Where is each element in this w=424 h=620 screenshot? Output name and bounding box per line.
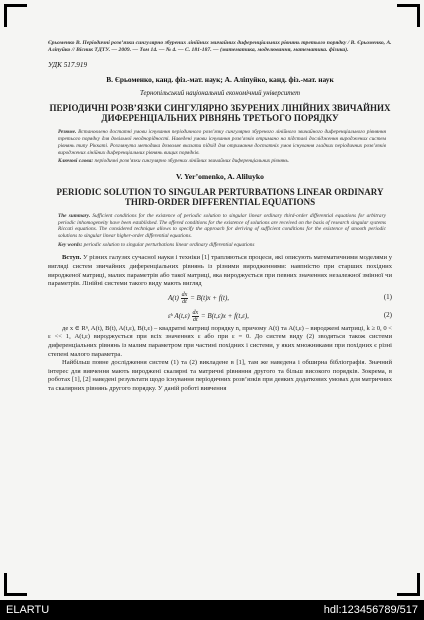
viewer-footer <box>0 600 424 620</box>
citation: Єрьоменко В. Періодичні розв’язки сингулярно збурених лінійних звичайних диференціальних рівнянь третього порядку / В. Єрьоменко, А. Аліпуйко // Вісник ТДТУ. — 2009. — Том 14. — № 4. — С. 181-187. — (математика, моделювання, математика. фізика). <box>48 40 392 54</box>
equation-2-lhs: εᵏ A(t,ε) <box>168 311 190 320</box>
keywords-ua-label: Ключові слова: <box>58 158 94 165</box>
title-ua: ПЕРІОДИЧНІ РОЗВ’ЯЗКИ СИНГУЛЯРНО ЗБУРЕНИХ ЛІНІЙНИХ ЗВИЧАЙНИХ ДИФЕРЕНЦІАЛЬНИХ РІВНЯНЬ ТРЕТЬОГО ПОРЯДКУ <box>49 103 391 124</box>
equation-2-frac-den: dt <box>193 316 198 323</box>
equation-1-frac-num: dx <box>181 291 188 298</box>
body-paragraph-3: Найбільш повне дослідження систем (1) та (2) викладене в [1], там же наведена і обширна бібліографія. Значний інтерес для вивчення мають вироджені скалярні та матричні рівняння другого та більш високого порядків. Зокрема, в роботах [1], [2] наведені результати щодо існування періодичних розв’язків при деяких додаткових умовах для матричних та скалярних рівнянь другого порядку. У даній роботі вивчення <box>48 359 392 392</box>
corner-bracket-bottom-left <box>4 573 27 596</box>
corner-bracket-top-right <box>397 4 420 27</box>
equation-1-lhs: A(t) <box>168 293 179 302</box>
footer-handle: hdl:123456789/517 <box>323 604 418 616</box>
intro-label: Вступ. <box>62 254 82 262</box>
keywords-ua-text: періодичні розв’язки сингулярно збурених лінійних звичайних диференціальних рівнянь. <box>94 158 290 165</box>
abstract-ua-text: Встановлено достатні умови існування періодичного розв’язку сингулярно збуреного лінійного звичайного диференціального рівняння третього порядку для довільної неоднорідності. Наведені умови існування розв’язків отримано на підставі дослідження вироджених систем рівнянь типу Ріккаті. Розглянута методика дозволяє вказати підхід для отримання достатніх умов існування гладких періодичних розв’язків вироджених лінійних диференціальних рівнянь вищих порядків. <box>58 129 386 156</box>
intro-text: У різних галузях сучасної науки і техніки [1] трапляються процеси, які описують математичними моделями у вигляді систем звичайних диференціальних рівнянь із різними виродженнями: навпністю при старших похідних виродженої матриці, малих параметрів або такої матриці, яка вироджується при певних значеннях незалежної змінної чи параметрів. Лінійні системи такого виду мають вигляд <box>48 254 392 288</box>
equation-2-number: (2) <box>383 310 392 319</box>
authors-en: V. Yer’omenko, A. Aliluyko <box>176 171 264 181</box>
equation-1-rhs: = B(t)x + f(t), <box>190 293 230 302</box>
footer-repository: ELARTU <box>6 604 50 616</box>
corner-bracket-top-left <box>4 4 27 27</box>
equation-1-number: (1) <box>383 292 392 301</box>
udk-code: УДК 517.919 <box>48 61 88 70</box>
keywords-en-label: Key words: <box>58 241 83 248</box>
equation-1-formula <box>168 292 229 305</box>
equation-2 <box>48 307 392 325</box>
body-paragraph-2: де x ∈ Rⁿ, A(t), B(t), A(t,ε), B(t,ε) – квадратні матриці порядку n, причому A(t) та A(t,ε) – вироджені матриці, k ≥ 0, 0 < ε << 1, A(t,ε) вироджується при всіх значеннях ε або при ε = 0. До систем виду (2) зводяться також системи диференціальних рівнянь із малим параметром при частині похідних і системи, у яких множниками при похідних є різні степені малого параметра. <box>48 324 393 358</box>
intro-paragraph <box>48 254 392 288</box>
keywords-ua <box>58 158 386 165</box>
affiliation: Тернопільський національний економічний університет <box>140 90 300 98</box>
equation-1-derivative <box>181 292 189 305</box>
equation-2-derivative <box>192 310 200 323</box>
abstract-en-text: Sufficient conditions for the existence of periodic solution to singular linear ordinary third-order differential equations for arbitrary periodic inhomogeneity have been established. The offered conditions for the existence of solutions are received on the basis of research singular systems Riccati equations. The considered technique allows to specify the approach for deriving of sufficient conditions for the existence of smooth periodic solutions to singular linear higher-order differential equations. <box>58 212 386 240</box>
equation-2-formula <box>168 310 249 323</box>
abstract-ua-label: Резюме. <box>58 129 77 136</box>
equation-1-frac-den: dt <box>182 298 187 305</box>
corner-bracket-bottom-right <box>397 573 420 596</box>
equation-1 <box>48 289 392 307</box>
page-content <box>48 40 392 394</box>
authors-ua: В. Єрьоменко, канд. фіз.-мат. наук; А. Аліпуйко, канд. фіз.-мат. наук <box>106 75 334 85</box>
abstract-ua <box>58 129 386 156</box>
keywords-en <box>58 242 386 249</box>
abstract-en <box>58 213 386 240</box>
abstract-en-label: The summary. <box>58 212 91 219</box>
keywords-en-text: periodic solution to singular perturbations linear ordinary differential equations <box>83 241 255 248</box>
equation-2-frac-num: dx <box>192 309 199 316</box>
equation-2-rhs: = B(t,ε)x + f(t,ε), <box>200 311 249 320</box>
title-en: PERIODIC SOLUTION TO SINGULAR PERTURBATIONS LINEAR ORDINARY THIRD-ORDER DIFFERENTIAL EQUATIONS <box>56 186 384 207</box>
article-body <box>48 254 392 393</box>
